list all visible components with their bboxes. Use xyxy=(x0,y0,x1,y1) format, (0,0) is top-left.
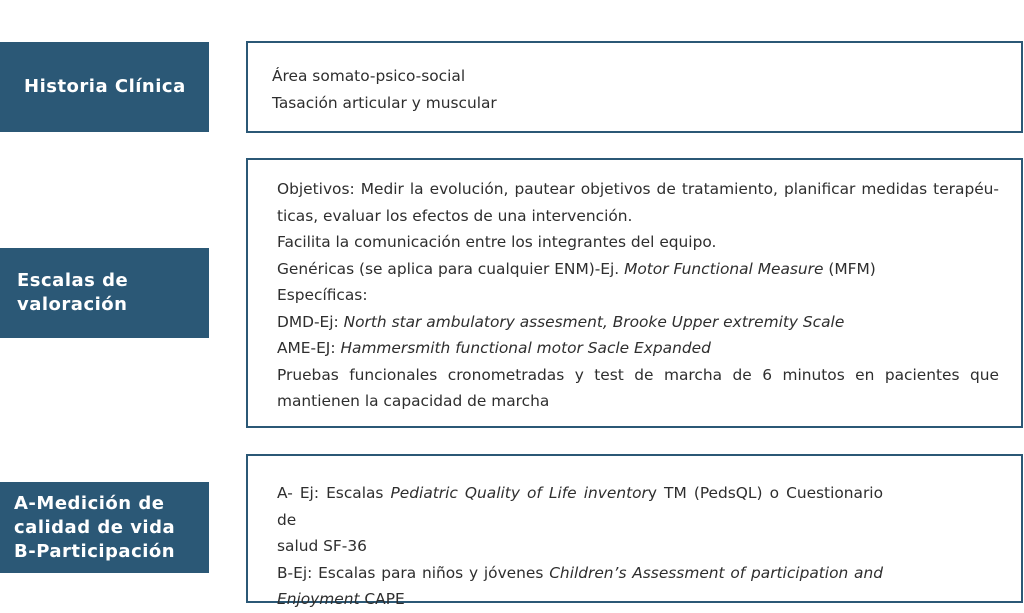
line-italic: Children’s Assessment of participation and xyxy=(549,563,883,582)
line-text: DMD-Ej: xyxy=(277,312,344,331)
content-line: mantienen la capacidad de marcha xyxy=(277,392,550,410)
content-line: Tasación articular y muscular xyxy=(272,93,497,112)
line-text: y TM (PedsQL) o Cuestionario de xyxy=(277,484,883,529)
label-line: calidad de vida xyxy=(14,516,176,538)
line-text: B-Ej: Escalas para niños y jóvenes xyxy=(277,563,550,582)
line-text: A- Ej: Escalas xyxy=(277,484,391,502)
content-line xyxy=(277,586,883,613)
line-italic: Pediatric Quality of Life inventor xyxy=(390,484,648,502)
box-calidad-participacion xyxy=(246,454,1023,608)
label-escalas-valoracion xyxy=(0,248,209,338)
label-historia-clinica xyxy=(0,42,209,132)
content-line: Objetivos: Medir la evolución, pautear objetivos de tratamiento, planificar medidas terapéu- xyxy=(277,180,999,198)
box-historia-clinica xyxy=(246,41,1023,133)
content-line: Pruebas funcionales cronometradas y test de marcha de 6 minutos en pacientes que xyxy=(277,365,999,384)
line-italic: Hammersmith functional motor Sacle Expanded xyxy=(340,339,711,357)
content-line: Específicas: xyxy=(277,286,368,304)
content-line xyxy=(277,335,999,362)
label-line: valoración xyxy=(17,294,128,315)
content-line xyxy=(277,480,883,533)
content-line xyxy=(277,309,999,336)
label-calidad-participacion xyxy=(0,482,209,573)
box-escalas-valoracion xyxy=(246,158,1023,428)
label-line: Historia Clínica xyxy=(24,76,186,97)
label-line: Escalas de xyxy=(17,270,129,291)
line-italic: North star ambulatory assesment, Brooke Upper extremity Scale xyxy=(343,312,845,331)
content-line xyxy=(277,256,999,283)
line-text: AME-EJ: xyxy=(277,339,341,357)
line-italic: Enjoyment xyxy=(277,590,360,608)
line-italic: Motor Functional Measure xyxy=(624,259,824,278)
content-line xyxy=(277,560,883,587)
label-line: B-Participación xyxy=(14,540,176,562)
content-line: Facilita la comunicación entre los integrantes del equipo. xyxy=(277,233,717,251)
line-text: Genéricas (se aplica para cualquier ENM)-Ej. xyxy=(277,259,625,278)
line-text: (MFM) xyxy=(823,259,876,278)
content-line: salud SF-36 xyxy=(277,537,367,555)
label-line: A-Medición de xyxy=(14,492,165,514)
line-text: CAPE xyxy=(359,590,405,608)
content-line: Área somato-psico-social xyxy=(272,67,466,85)
content-line: ticas, evaluar los efectos de una intervención. xyxy=(277,206,633,225)
